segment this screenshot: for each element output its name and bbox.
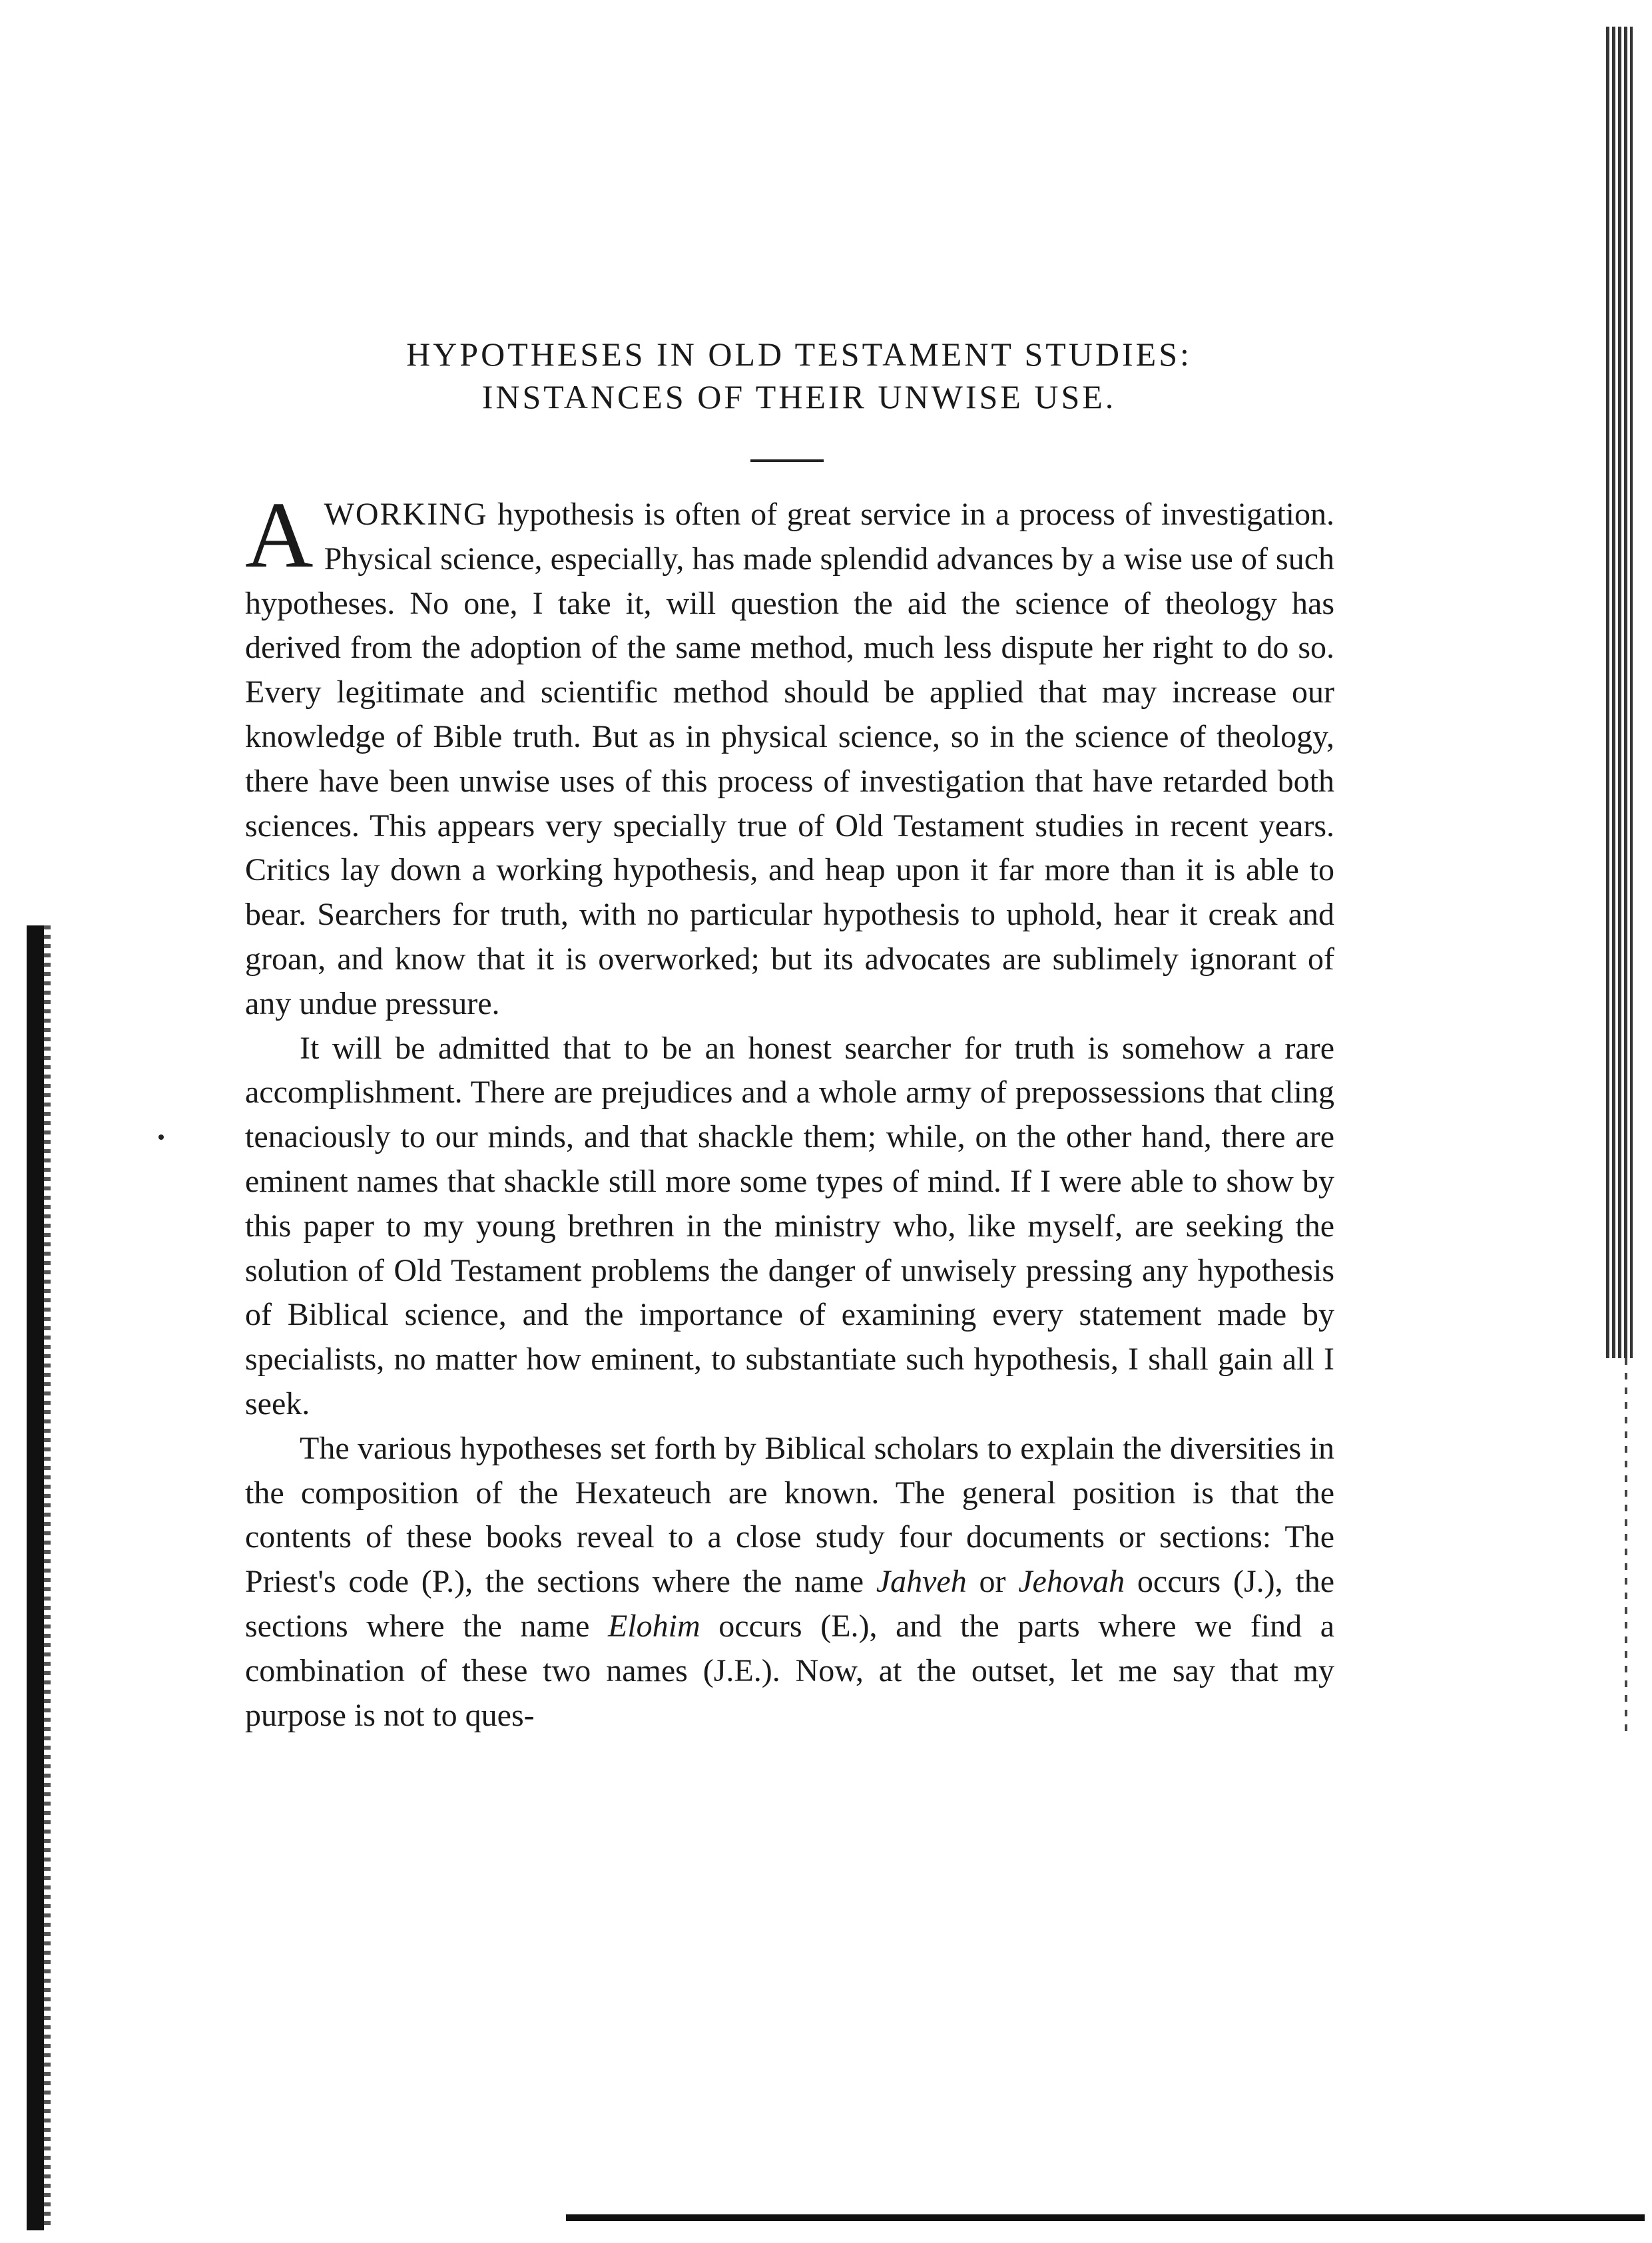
opening-words: WORKING xyxy=(324,497,488,532)
title-line-1: HYPOTHESES IN OLD TESTAMENT STUDIES: xyxy=(406,336,1192,373)
article-body xyxy=(245,482,1335,1738)
term-jahveh: Jahveh xyxy=(876,1564,967,1600)
paragraph-3 xyxy=(245,1427,1334,1738)
paragraph-2: It will be admitted that to be an honest searcher for truth is somehow a rare accomplishment. There are prejudices and a whole army of prepossessions that cling tenaciously to our minds, and that shackle them; while, on the other hand, there are eminent names that shackle still more some types of mind. If I were able to show by this paper to my young brethren in the ministry who, like myself, are seeking the solution of Old Testament problems the danger of unwisely pressing any hypothesis of Biblical science, and the importance of examining every statement made by specialists, no matter how eminent, to substantiate such hypothesis, I shall gain all I seek. xyxy=(245,1030,1334,1421)
ink-speck xyxy=(158,1134,164,1140)
scan-edge-right xyxy=(1606,27,1633,1358)
paragraph-3-text-c: occurs (E.), and the parts where we find a combination of these two names (J.E.). Now, at the outset, let me say that my purpose is not to ques- xyxy=(245,1608,1335,1733)
article-title xyxy=(246,333,1352,418)
paragraph-3-or: or xyxy=(966,1564,1019,1600)
title-line-2: INSTANCES OF THEIR UNWISE USE. xyxy=(481,378,1117,415)
title-rule xyxy=(750,459,824,462)
term-elohim: Elohim xyxy=(608,1608,700,1644)
term-jehovah: Jehovah xyxy=(1018,1564,1125,1600)
paragraph-1 xyxy=(245,482,1334,1027)
scan-edge-left xyxy=(27,925,44,2230)
scan-edge-left-faint xyxy=(44,925,51,2230)
paragraph-3-text-b: occurs (J.), the sections where the name xyxy=(245,1564,1335,1644)
scan-edge-right-faint xyxy=(1625,1358,1627,1731)
paragraph-3-text-a: The various hypotheses set forth by Biblical scholars to explain the diversities in the composition of the Hexateuch are known. The general position is that the contents of these books reveal to a close study four documents or sections: The Priest's code (P.), the sections where the name xyxy=(245,1430,1334,1600)
drop-cap: A xyxy=(245,482,314,587)
paragraph-1-text: hypothesis is often of great service in a process of investigation. Physical science, especially, has made splendid advances by a wise use of such hypotheses. No one, I take it, will question the aid the science of theology has derived from the adoption of the same method, much less dispute her right to do so. Every legitimate and scientific method should be applied that may increase our knowledge of Bible truth. But as in physical science, so in the science of theology, there have been unwise uses of this process of investigation that have retarded both sciences. This appears very specially true of Old Testament studies in recent years. Critics lay down a working hypothesis, and heap upon it far more than it is able to bear. Searchers for truth, with no particular hypothesis to uphold, hear it creak and groan, and know that it is overworked; but its advocates are sublimely ignorant of any undue pressure. xyxy=(245,497,1334,1021)
scan-edge-bottom xyxy=(566,2214,1645,2221)
